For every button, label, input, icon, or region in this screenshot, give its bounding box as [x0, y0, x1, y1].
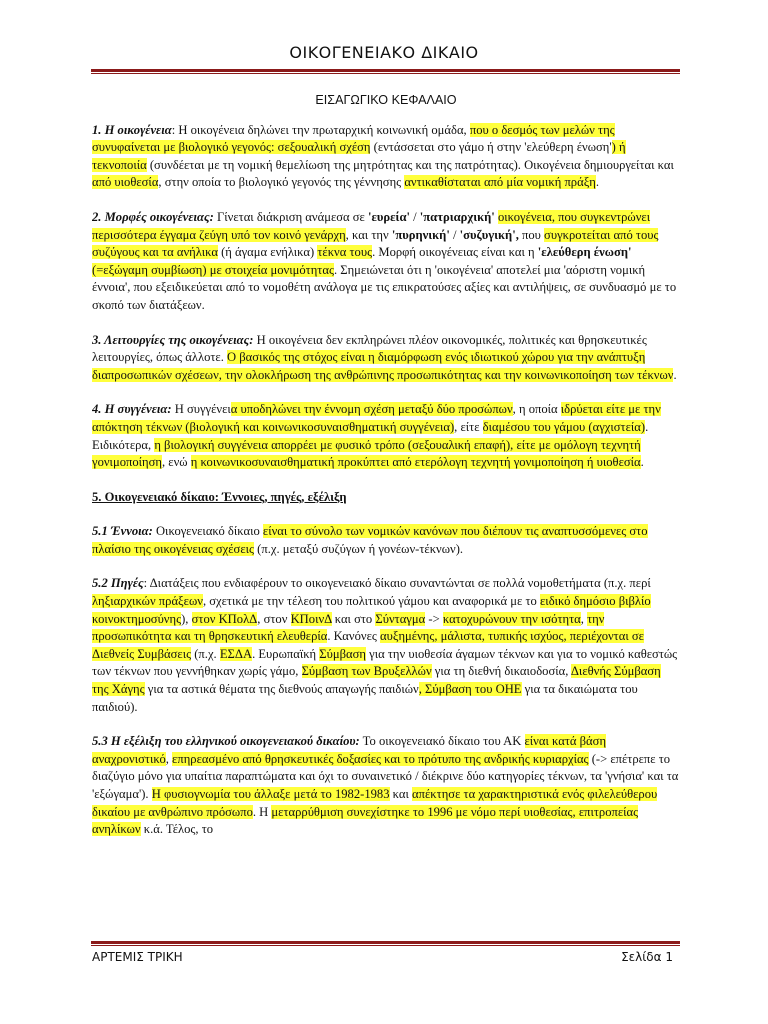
text-run: Η συγγένει [171, 402, 231, 417]
highlighted-text: στον ΚΠολΔ [191, 611, 258, 626]
text-run: . Η [252, 804, 272, 819]
section-paragraph [92, 209, 680, 315]
highlighted-text: ιδρύεται είτε με την απόκτηση τέκνων (βιολογική και κοινωνικοσυναισθηματική συγγένεια) [92, 402, 661, 434]
text-run: . [640, 455, 644, 470]
highlighted-text: την προσωπικότητα και τη θρησκευτική ελευθερία [92, 611, 605, 644]
emphasis-text: 4. Η συγγένεια: [92, 402, 172, 417]
text-run: για τη διεθνή δικαιοδοσία, [431, 664, 571, 679]
highlighted-text: , Σύμβαση του ΟΗΕ [418, 682, 522, 697]
footer-rule [91, 941, 680, 944]
highlighted-text: η κοινωνικοσυναισθηματική προκύπτει από ετερόλογη τεχνητή γονιμοποίηση ή υιοθεσία [190, 455, 641, 470]
text-run: Οικογενειακό δίκαιο [152, 524, 263, 539]
text-run: (εντάσσεται στο γάμο ή στην 'ελεύθερη ένωση' [370, 140, 612, 155]
text-run: / [449, 227, 460, 242]
text-run: : Διατάξεις που ενδιαφέρουν το οικογενειακό δίκαιο συναντώνται σε πολλά νομοθετήματα (π.χ. περί [143, 576, 651, 591]
emphasis-text: 'συζυγική', [459, 227, 519, 242]
header-rule-thin [91, 73, 680, 74]
text-run: , στην οποία το βιολογικό γεγονός της γέννησης [158, 175, 405, 190]
highlighted-text: κατοχυρώνουν την ισότητα [442, 611, 581, 626]
text-run: για τα αστικά θέματα της διεθνούς απαγωγής παιδιών [144, 682, 419, 697]
text-run: . Κανόνες [327, 629, 380, 644]
highlighted-text: είναι κατά βάση αναχρονιστικό [92, 734, 607, 766]
text-run: , είτε [454, 419, 483, 434]
emphasis-text: 5.2 Πηγές [92, 576, 144, 591]
highlighted-text: από υιοθεσία [92, 175, 159, 190]
highlighted-text: α υποδηλώνει την έννομη σχέση μεταξύ δύο προσώπων [230, 402, 513, 417]
highlighted-text: ειδικό δημόσιο βιβλίο κοινοκτημοσύνης [92, 594, 651, 626]
page-header-title: ΟΙΚΟΓΕΝΕΙΑΚΟ ΔΙΚΑΙΟ [289, 43, 479, 62]
text-run: , η οποία [512, 402, 561, 417]
highlighted-text: τέκνα τους [317, 245, 373, 260]
document-body [92, 86, 680, 932]
text-run: (π.χ. [191, 646, 220, 661]
chapter-title: ΕΙΣΑΓΩΓΙΚΟ ΚΕΦΑΛΑΙΟ [315, 93, 457, 107]
text-run: και [389, 787, 413, 801]
text-run: κ.ά. Τέλος, το [140, 822, 214, 837]
text-run: , [580, 611, 588, 626]
highlighted-text: (=εξώγαμη συμβίωση) με στοιχεία μονιμότητας [92, 262, 334, 277]
highlighted-text: που ο δεσμός των μελών της συνυφαίνεται με βιολογικό γεγονός: σεξουαλική σχέση [92, 122, 615, 155]
highlighted-text: διαμέσου του γάμου (αγχιστεία) [482, 419, 646, 434]
text-run: Το οικογενειακό δίκαιο του ΑΚ [359, 734, 525, 749]
section-paragraph [92, 733, 680, 839]
text-run: (ή άγαμα ενήλικα) [217, 245, 318, 260]
emphasis-text: 5.1 Έννοια: [92, 524, 153, 539]
text-run: . Σημειώνεται ότι η 'οικογένεια' αποτελεί μια 'αόριστη νομική έννοια', που εξειδικεύεται από το νομοθέτη ανάλογα με τις επικρατούσες αξίες και αντιλήψεις, σε συνδυασμό με το σκοπό των διατάξεων. [92, 262, 677, 312]
highlighted-text: απέκτησε τα χαρακτηριστικά ενός φιλελεύθερου δικαίου με ανθρώπινο πρόσωπο [92, 787, 658, 819]
highlighted-text: μεταρρύθμιση συνεχίστηκε το 1996 με νόμο περί υιοθεσίας, επιτροπείας ανηλίκων [92, 804, 639, 837]
text-run: . [673, 367, 677, 382]
emphasis-text: 2. Μορφές οικογένειας: [92, 209, 214, 224]
highlighted-text: οικογένεια, που συγκεντρώνει περισσότερα έγγαμα ζεύγη υπό τον κοινό γενάρχη [92, 209, 651, 242]
highlighted-text: Σύμβαση των Βρυξελλών [301, 664, 432, 679]
text-run: . Ευρωπαϊκή [252, 646, 320, 661]
section-paragraph [92, 489, 680, 507]
text-run: , ενώ [162, 455, 191, 470]
header-rule [91, 69, 680, 72]
emphasis-text: 1. Η οικογένεια [92, 122, 172, 137]
text-run: . Μορφή οικογένειας είναι και η [372, 245, 538, 260]
text-run: ), [181, 611, 192, 626]
section-paragraph [92, 401, 680, 471]
footer-page-number: Σελίδα 1 [621, 950, 673, 964]
highlighted-text: είναι το σύνολο των νομικών κανόνων που διέπουν τις αναπτυσσόμενες στο πλαίσιο της οικογένειας σχέσεις [92, 524, 648, 556]
highlighted-text: η βιολογική συγγένεια απορρέει με φυσικό τρόπο (σεξουαλική επαφή), είτε με ομόλογη τεχνητή γονιμοποίηση [92, 437, 641, 470]
text-run: (συνδέεται με τη νομική θεμελίωση της μητρότητας και της πατρότητας). Οικογένεια δημιουργείται και [146, 157, 674, 172]
text-run: / [409, 209, 420, 224]
highlighted-text: ΕΣΔΑ [219, 646, 253, 661]
emphasis-text: 'ευρεία' [368, 209, 410, 224]
text-run: (π.χ. μεταξύ συζύγων ή γονέων-τέκνων). [254, 541, 464, 556]
highlighted-text: Η φυσιογνωμία του άλλαξε μετά το 1982-1983 [151, 787, 390, 801]
text-run: Η οικογένεια δεν εκπληρώνει πλέον οικονομικές, πολιτικές και θρησκευτικές λειτουργίες, όπως άλλοτε. [92, 332, 647, 365]
text-run: Γίνεται διάκριση ανάμεσα σε [213, 209, 368, 224]
footer-author: ΑΡΤΕΜΙΣ ΤΡΙΚΗ [92, 950, 183, 964]
emphasis-text: 5. Οικογενειακό δίκαιο: Έννοιες, πηγές, εξέλιξη [92, 489, 347, 504]
emphasis-text: 3. Λειτουργίες της οικογένειας: [92, 332, 254, 347]
text-run: . [595, 175, 600, 190]
sections-container [92, 122, 680, 839]
emphasis-text: 5.3 Η εξέλιξη του ελληνικού οικογενειακού δικαίου: [92, 734, 360, 749]
text-run: . Ειδικότερα, [92, 419, 649, 452]
highlighted-text: αντικαθίσταται από μία νομική πράξη [404, 175, 596, 190]
text-run: , σχετικά με την τέλεση του πολιτικού γάμου και αναφορικά με το [202, 594, 541, 609]
section-paragraph [92, 332, 680, 385]
section-paragraph [92, 575, 680, 716]
highlighted-text: Σύμβαση [319, 646, 366, 661]
emphasis-text: 'ελεύθερη ένωση' [537, 245, 632, 260]
highlighted-text: Ο βασικός της στόχος είναι η διαμόρφωση ενός ιδιωτικού χώρου για την ανάπτυξη διαπροσωπικών σχέσεων, την ολοκλήρωση της ανθρώπινης προσωπικότητας και την κοινωνικοποίηση των τέκνων [92, 350, 674, 382]
text-run: : Η οικογένεια δηλώνει την πρωταρχική κοινωνική ομάδα, [171, 122, 470, 137]
text-run: , στον [257, 611, 291, 626]
footer-rule-thin [91, 945, 680, 946]
highlighted-text: αυξημένης, μάλιστα, τυπικής ισχύος, περιέχονται σε Διεθνείς Συμβάσεις [92, 629, 644, 661]
highlighted-text: συγκροτείται από τους συζύγους και τα ανήλικα [92, 227, 659, 260]
highlighted-text: ληξιαρχικών πράξεων [92, 594, 203, 609]
highlighted-text: ΚΠοινΔ [290, 611, 332, 626]
text-run: , [165, 751, 173, 766]
highlighted-text: Σύνταγμα [375, 611, 426, 626]
emphasis-text: 'πατριαρχική' [419, 209, 495, 224]
text-run: για τα δικαιώματα του παιδιού). [92, 682, 638, 714]
highlighted-text: ) ή τεκνοποιία [92, 140, 626, 172]
emphasis-text: 'πυρηνική' [391, 227, 450, 242]
text-run: (-> επέτρεπε το διαζύγιο μόνο για υπαίτια παραπτώματα και όχι το συναινετικό / διέκρινε δύο κατηγορίες τέκνων, τα 'γνήσια' και τα 'εξώγαμα'). [92, 751, 679, 801]
text-run: για την υιοθεσία άγαμων τέκνων και για το νομικό καθεστώς των τέκνων που γεννήθηκαν χωρίς γάμο, [92, 646, 678, 679]
text-run: που [518, 227, 545, 242]
section-paragraph [92, 122, 680, 192]
highlighted-text: Διεθνής Σύμβαση της Χάγης [92, 664, 661, 697]
text-run: , και την [345, 227, 392, 242]
text-run: -> [425, 611, 443, 626]
text-run: και στο [331, 611, 376, 626]
section-paragraph [92, 523, 680, 558]
highlighted-text: επηρεασμένο από θρησκευτικές δοξασίες και το πρότυπο της ανδρικής κυριαρχίας [172, 751, 589, 766]
